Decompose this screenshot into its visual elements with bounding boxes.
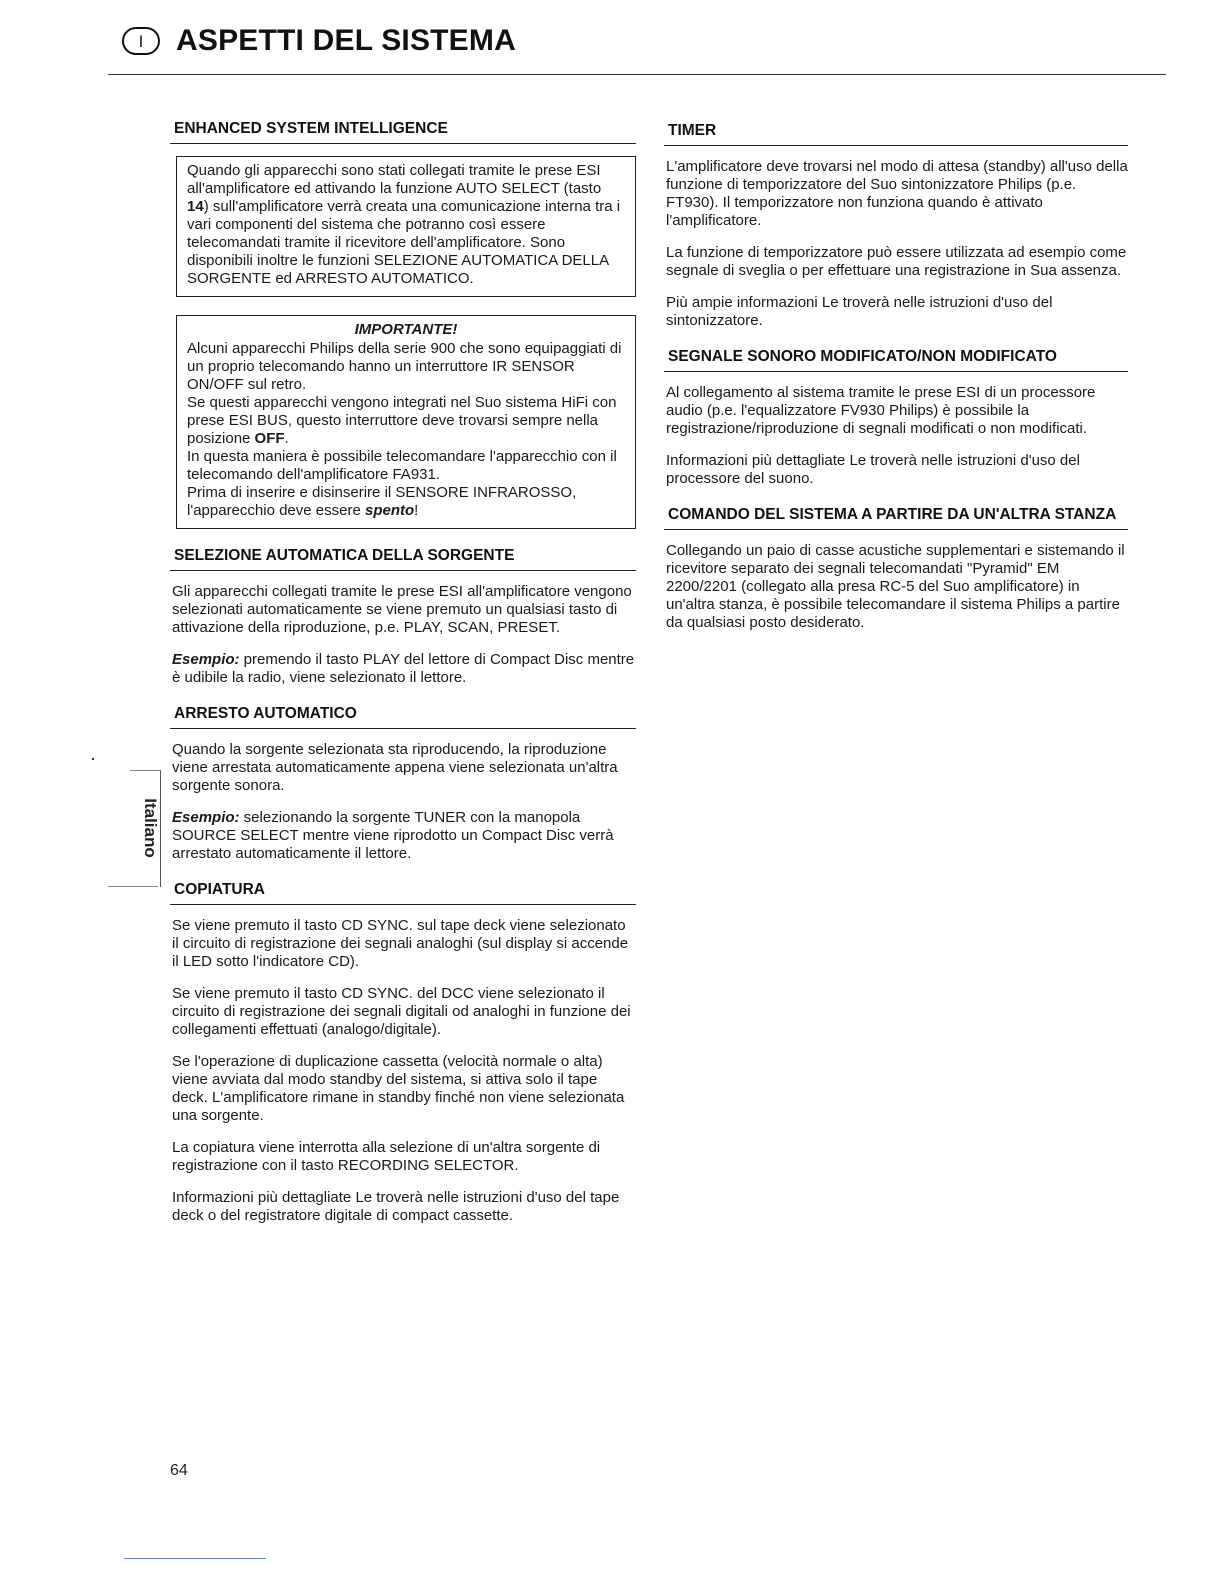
- timer-text-1: L'amplificatore deve trovarsi nel modo di attesa (standby) all'uso della funzione di temporizzatore del Suo sintonizzatore Philips (p.e. FT930). Il temporizzatore non funziona quando è attivato l'amplificatore.: [666, 158, 1128, 229]
- timer-text-3: Più ampie informazioni Le troverà nelle istruzioni d'uso del sintonizzatore.: [666, 294, 1053, 329]
- section-title-copy: COPIATURA: [170, 877, 636, 905]
- signal-text-2: Informazioni più dettagliate Le troverà nelle istruzioni d'uso del processore del suono.: [666, 452, 1080, 487]
- footer-line: [124, 1558, 266, 1559]
- auto-select-text: Gli apparecchi collegati tramite le prese ESI all'amplificatore vengono selezionati automaticamente se viene premuto un qualsiasi tasto di attivazione della riproduzione, p.e. PLAY, SCAN, PRESET.: [172, 583, 632, 637]
- important-box: [176, 315, 636, 529]
- esi-box-text: Quando gli apparecchi sono stati collegati tramite le prese ESI all'amplificatore ed attivando la funzione AUTO SELECT (tasto 14) sull'amplificatore verrà creata una comunicazione interna tra i vari componenti del sistema che potranno così essere telecomandati tramite il ricevitore dell'amplificatore. Sono disponibili inoltre le funzioni SELEZIONE AUTOMATICA DELLA SORGENTE ed ARRESTO AUTOMATICO.: [187, 162, 621, 287]
- copy-text-1: Se viene premuto il tasto CD SYNC. sul tape deck viene selezionato il circuito di registrazione dei segnali analoghi (sul display si accende il LED sotto l'indicatore CD).: [172, 917, 629, 971]
- auto-select-example: Esempio: premendo il tasto PLAY del lettore di Compact Disc mentre è udibile la radio, viene selezionato il lettore.: [172, 651, 635, 687]
- header-divider: [108, 74, 1166, 75]
- page-title: ASPETTI DEL SISTEMA: [176, 24, 516, 57]
- timer-text-2: La funzione di temporizzatore può essere utilizzata ad esempio come segnale di sveglia o per effettuare una registrazione in Sua assenza.: [666, 244, 1127, 279]
- language-badge-icon: I: [122, 27, 160, 55]
- section-title-esi: ENHANCED SYSTEM INTELLIGENCE: [170, 116, 636, 144]
- right-column: [664, 118, 1128, 646]
- section-title-timer: TIMER: [664, 118, 1128, 146]
- remote-room-text: Collegando un paio di casse acustiche supplementari e sistemando il ricevitore separato dei segnali telecomandati "Pyramid" EM 2200/2201 (collegato alla presa RC-5 del Suo amplificatore) in un'altra stanza, è possibile telecomandare il sistema Philips a partire da qualsiasi posto desiderato.: [666, 542, 1125, 631]
- signal-text-1: Al collegamento al sistema tramite le prese ESI di un processore audio (p.e. l'equalizzatore FV930 Philips) è possibile la registrazione/riproduzione di segnali modificati o non modificati.: [666, 384, 1096, 437]
- language-side-label: Italiano: [141, 798, 160, 858]
- section-title-auto-select: SELEZIONE AUTOMATICA DELLA SORGENTE: [170, 543, 636, 571]
- auto-stop-example: Esempio: selezionando la sorgente TUNER con la manopola SOURCE SELECT mentre viene riprodotto un Compact Disc verrà arrestato automaticamente il lettore.: [172, 809, 614, 863]
- page-number: 64: [170, 1462, 188, 1479]
- copy-text-5: Informazioni più dettagliate Le troverà nelle istruzioni d'uso del tape deck o del registratore digitale di compact cassette.: [172, 1189, 620, 1225]
- important-text-1: Alcuni apparecchi Philips della serie 900 che sono equipaggiati di un proprio telecomando hanno un interruttore IR SENSOR ON/OFF sul retro.: [187, 340, 622, 394]
- auto-stop-text: Quando la sorgente selezionata sta riproducendo, la riproduzione viene arrestata automaticamente appena viene selezionata un'altra sorgente sonora.: [172, 741, 618, 795]
- section-title-auto-stop: ARRESTO AUTOMATICO: [170, 701, 636, 729]
- stray-dot: [92, 758, 94, 760]
- important-text-3: In questa maniera è possibile telecomandare l'apparecchio con il telecomando dell'amplificatore FA931.: [187, 448, 617, 484]
- side-tab-underline: [108, 886, 158, 887]
- page-header: [122, 24, 516, 58]
- important-title: IMPORTANTE!: [354, 321, 458, 338]
- important-text-4: Prima di inserire e disinserire il SENSORE INFRAROSSO, l'apparecchio deve essere spento!: [187, 484, 577, 520]
- section-title-remote-room: COMANDO DEL SISTEMA A PARTIRE DA UN'ALTRA STANZA: [664, 502, 1128, 530]
- copy-text-3: Se l'operazione di duplicazione cassetta (velocità normale o alta) viene avviata dal modo standby del sistema, si attiva solo il tape deck. L'amplificatore rimane in standby finché non viene selezionata una sorgente.: [172, 1053, 625, 1125]
- copy-text-2: Se viene premuto il tasto CD SYNC. del DCC viene selezionato il circuito di registrazione dei segnali digitali od analoghi in funzione dei collegamenti effettuati (analogo/digitale).: [172, 985, 631, 1039]
- important-text-2: Se questi apparecchi vengono integrati nel Suo sistema HiFi con prese ESI BUS, questo interruttore deve trovarsi sempre nella posizione OFF.: [187, 394, 617, 448]
- esi-info-box: [176, 156, 636, 297]
- left-column: [170, 116, 636, 1239]
- section-title-signal: SEGNALE SONORO MODIFICATO/NON MODIFICATO: [664, 344, 1128, 372]
- copy-text-4: La copiatura viene interrotta alla selezione di un'altra sorgente di registrazione con il tasto RECORDING SELECTOR.: [172, 1139, 601, 1175]
